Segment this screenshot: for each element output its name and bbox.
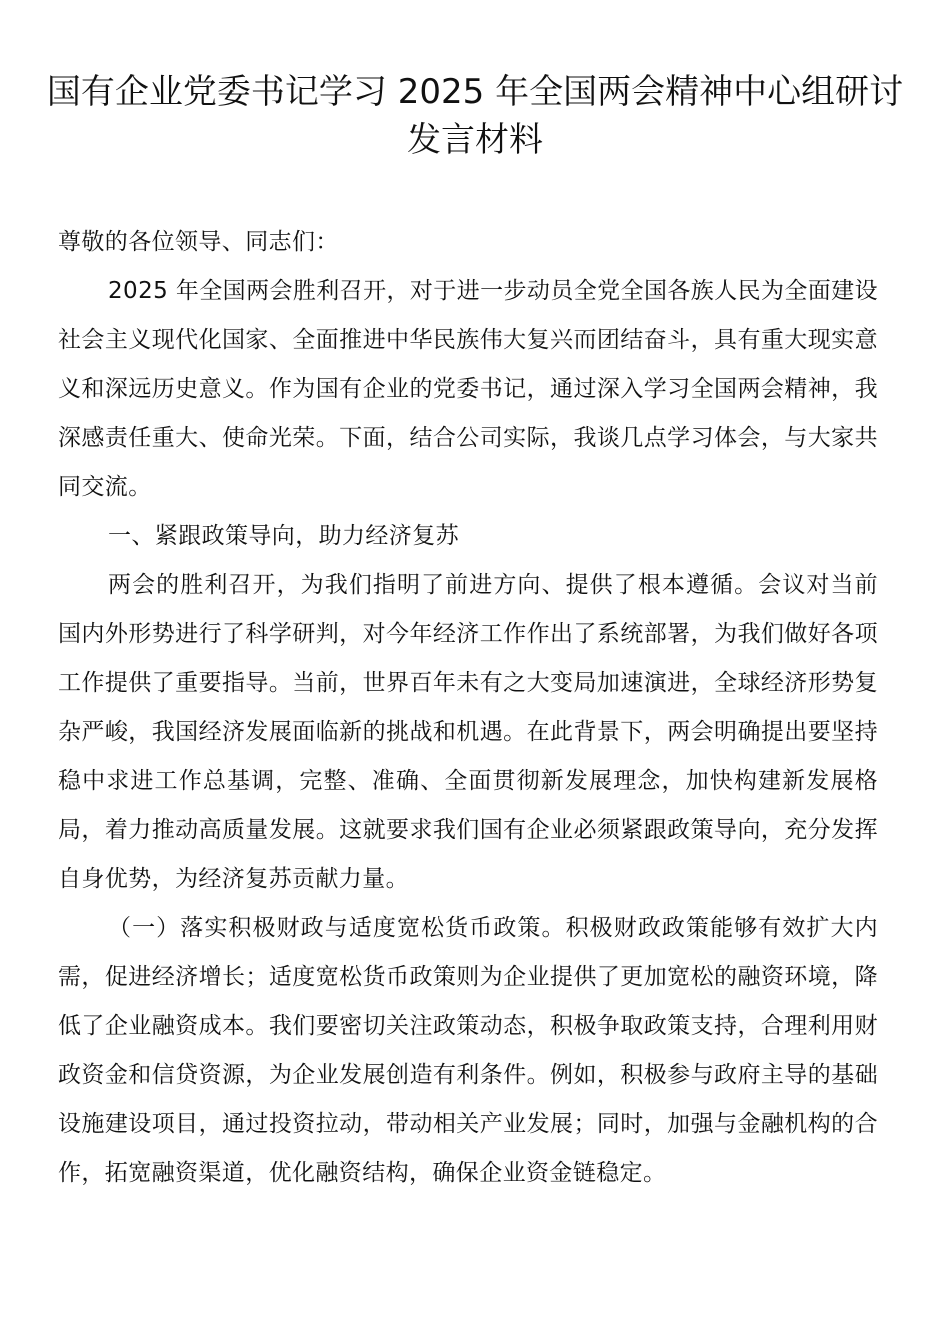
paragraph-intro: 2025 年全国两会胜利召开，对于进一步动员全党全国各族人民为全面建设社会主义现代化国家、全面推进中华民族伟大复兴而团结奋斗，具有重大现实意义和深远历史意义。作为国有企业的党委书记，通过深入学习全国两会精神，我深感责任重大、使命光荣。下面，结合公司实际，我谈几点学习体会，与大家共同交流。 xyxy=(58,278,878,500)
document-title: 国有企业党委书记学习 2025 年全国两会精神中心组研讨发言材料 xyxy=(46,72,904,160)
section-heading: 一、紧跟政策导向，助力经济复苏 xyxy=(108,523,459,549)
paragraph-section-1: 两会的胜利召开，为我们指明了前进方向、提供了根本遵循。会议对当前国内外形势进行了科学研判，对今年经济工作作出了系统部署，为我们做好各项工作提供了重要指导。当前，世界百年未有之大变局加速演进，全球经济形势复杂严峻，我国经济发展面临新的挑战和机遇。在此背景下，两会明确提出要坚持稳中求进工作总基调，完整、准确、全面贯彻新发展理念，加快构建新发展格局，着力推动高质量发展。这就要求我们国有企业必须紧跟政策导向，充分发挥自身优势，为经济复苏贡献力量。 xyxy=(58,572,878,892)
salutation: 尊敬的各位领导、同志们： xyxy=(58,229,339,255)
paragraph-subsection-1: （一）落实积极财政与适度宽松货币政策。积极财政政策能够有效扩大内需，促进经济增长；适度宽松货币政策则为企业提供了更加宽松的融资环境，降低了企业融资成本。我们要密切关注政策动态，积极争取政策支持，合理利用财政资金和信贷资源，为企业发展创造有利条件。例如，积极参与政府主导的基础设施建设项目，通过投资拉动，带动相关产业发展；同时，加强与金融机构的合作，拓宽融资渠道，优化融资结构，确保企业资金链稳定。 xyxy=(58,915,878,1186)
document-body xyxy=(58,218,878,1198)
